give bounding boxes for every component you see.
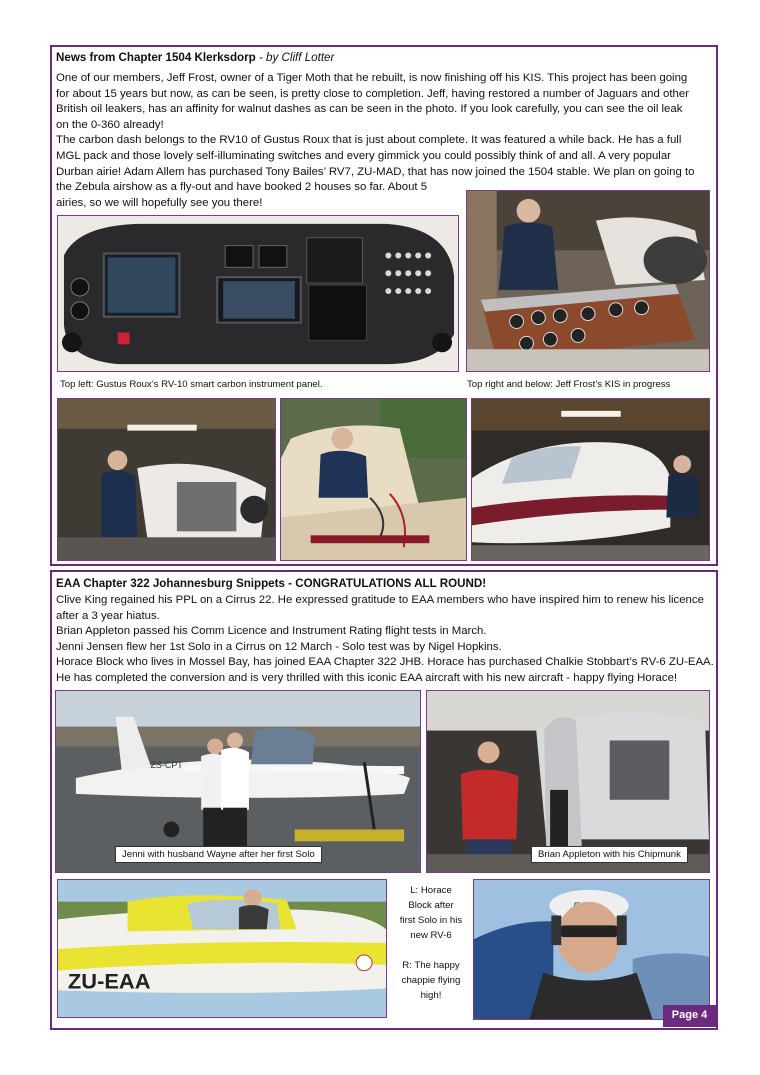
photo-rv10-carbon-panel [57,215,459,372]
body-line: Horace Block who lives in Mossel Bay, has joined EAA Chapter 322 JHB. Horace has purchased Chalkie Stobbart’s RV-6 ZU-EAA. [56,656,714,669]
body-line: MGL pack and those lovely self-illuminating switches and every gimmick you could possibly think of and all. A very popular [56,149,671,162]
section1-byline: - by Cliff Lotter [255,51,335,64]
body-line: One of our members, Jeff Frost, owner of a Tiger Moth that he rebuilt, is now finishing off his KIS. This project has been going [56,72,688,84]
photo-jeff-frost-walnut-dash [466,190,710,372]
caption-kis-progress: Top right and below: Jeff Frost’s KIS in progress [467,379,671,390]
caption-carbon-panel: Top left: Gustus Roux’s RV-10 smart carbon instrument panel. [60,379,323,390]
cirrus-registration: ZS-CPT [150,760,183,771]
side-caption-line: chappie flying [401,975,461,986]
side-caption-line: L: Horace [410,885,452,896]
side-caption-line: first Solo in his [399,915,463,926]
photo-kis-cockpit-interior [280,398,467,561]
section1-title: News from Chapter 1504 Klerksdorp - by Cliff Lotter [56,51,335,64]
section2-title: EAA Chapter 322 Johannesburg Snippets - CONGRATULATIONS ALL ROUND! [56,577,487,590]
photo-kis-fuselage-red-stripe [471,398,710,561]
rv6-registration: ZU-EAA [67,968,151,994]
body-line: for about 15 years but now, as can be seen, is pretty close to completion. Jeff, having restored a number of Jaguars and other [56,87,689,100]
page-number: Page 4 [663,1005,716,1027]
section2-body [56,593,716,687]
photo-horace-rv6-zu-eaa [57,879,387,1018]
body-line: British oil leakers, has an affinity for walnut dashes as can be seen in the photo. If you look carefully, you can see the oil leak [56,103,683,116]
body-line: Brian Appleton passed his Comm Licence and Instrument Rating flight tests in March. [56,625,487,638]
body-line: after a 3 year hiatus. [56,609,160,622]
side-caption-line: new RV-6 [410,930,452,941]
side-caption-line: high! [420,990,442,1001]
body-line: on the 0-360 already! [56,118,164,131]
side-caption-horace [393,883,469,1003]
photo-kis-hangar-engine [57,398,276,561]
caption-jenni: Jenni with husband Wayne after her first Solo [115,846,322,863]
body-line: Jenni Jensen flew her 1st Solo in a Cirrus on 12 March - Solo test was by Nigel Hopkins. [56,640,502,653]
side-caption-line [393,943,469,958]
body-line: airies, so we will hopefully see you there! [56,196,263,209]
photo-horace-flying-high [473,879,710,1020]
side-caption-line: R: The happy [402,960,460,971]
body-line: Clive King regained his PPL on a Cirrus 22. He expressed gratitude to EAA members who have inspired him to renew his licence [56,594,704,606]
body-line: Durban airie! Adam Allem has purchased Tony Bailes’ RV7, ZU-MAD, that has now joined the 1504 stable. We plan on going to [56,165,695,178]
caption-brian: Brian Appleton with his Chipmunk [531,846,688,863]
body-line: He has completed the conversion and is very thrilled with this iconic EAA aircraft with his new aircraft - happy flying Horace! [56,671,678,684]
body-line: the Zebula airshow as a fly-out and have booked 2 houses so far. About 5 [56,181,428,194]
side-caption-line: Block after [408,900,454,911]
body-line: The carbon dash belongs to the RV10 of Gustus Roux that is just about complete. It was featured a while back. He has a full [56,134,682,147]
